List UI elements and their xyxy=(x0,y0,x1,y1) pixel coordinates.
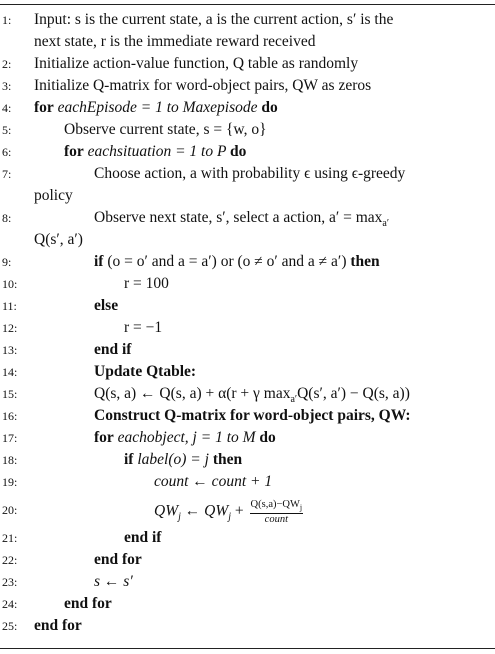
algo-line-18 xyxy=(0,449,495,471)
line-number: 3: xyxy=(2,79,12,93)
subscript: a′ xyxy=(290,394,298,406)
line-text-main: QW xyxy=(154,502,179,520)
line-number: 12: xyxy=(2,321,18,335)
keyword: then xyxy=(212,451,243,468)
line-number: 4: xyxy=(2,101,12,115)
line-number: 17: xyxy=(2,431,18,445)
fraction-denominator: count xyxy=(264,514,288,526)
line-number: 22: xyxy=(2,553,18,567)
keyword: then xyxy=(350,253,380,270)
line-number: 19: xyxy=(2,475,18,489)
algo-line-21 xyxy=(0,527,495,549)
algo-line-14 xyxy=(0,361,495,383)
line-number: 7: xyxy=(2,167,12,181)
line-number: 11: xyxy=(2,299,17,313)
line-number: 2: xyxy=(2,57,12,71)
line-text: policy xyxy=(34,187,73,204)
line-text-main: Observe next state, s′, select a action, a′ = max xyxy=(94,209,383,226)
keyword: Construct Q-matrix for word-object pairs, QW: xyxy=(94,407,411,424)
line-text: Initialize Q-matrix for word-object pairs, QW as zeros xyxy=(34,77,372,94)
algo-line-17 xyxy=(0,427,495,449)
algo-line-4 xyxy=(0,97,495,119)
bottom-rule xyxy=(0,648,495,649)
line-text: $QW_j$ ← $QW_j$ + $\frac{Q(s,a)-QW_j}{\text{count}}$ xyxy=(154,499,303,526)
algo-line-8-cont xyxy=(0,229,495,251)
keyword: end for xyxy=(94,551,142,568)
line-text-tail: Q(s′, a′) − Q(s, a)) xyxy=(297,385,410,402)
algo-line-2 xyxy=(0,53,495,75)
algo-line-10 xyxy=(0,273,495,295)
line-text-var: QW xyxy=(204,502,229,520)
line-number: 1: xyxy=(2,13,12,27)
line-text: Observe current state, s = {w, o} xyxy=(64,121,267,138)
algo-line-6 xyxy=(0,141,495,163)
algo-line-23 xyxy=(0,571,495,593)
algo-line-1 xyxy=(0,9,495,31)
keyword: end if xyxy=(94,341,132,358)
keyword: Update Qtable: xyxy=(94,363,197,380)
keyword: end for xyxy=(64,595,112,612)
algo-line-20 xyxy=(0,495,495,526)
algo-line-12 xyxy=(0,317,495,339)
line-number: 20: xyxy=(2,503,18,517)
line-text: Q(s′, a′) xyxy=(34,231,83,248)
line-number: 16: xyxy=(2,409,18,423)
keyword: for xyxy=(64,143,84,160)
line-number: 8: xyxy=(2,211,12,225)
algo-line-22 xyxy=(0,549,495,571)
line-text: Initialize action-value function, Q table as randomly xyxy=(34,55,359,72)
subscript: a′ xyxy=(382,218,390,230)
algo-line-8 xyxy=(0,207,495,229)
loop-range: eachobject, j = 1 to M xyxy=(113,429,260,446)
algo-line-11 xyxy=(0,295,495,317)
line-number: 21: xyxy=(2,531,18,545)
keyword: if xyxy=(124,451,134,468)
keyword: end if xyxy=(124,529,162,546)
subscript: j xyxy=(178,511,181,523)
line-text xyxy=(94,251,380,273)
line-number: 14: xyxy=(2,365,18,379)
line-number: 10: xyxy=(2,277,18,291)
line-text: s ← s′ xyxy=(94,573,133,590)
line-text: next state, r is the immediate reward received xyxy=(34,33,316,50)
algo-line-3 xyxy=(0,75,495,97)
line-text xyxy=(64,141,246,163)
line-number: 9: xyxy=(2,255,12,269)
line-text xyxy=(34,97,278,119)
line-number: 15: xyxy=(2,387,18,401)
algo-line-7 xyxy=(0,163,495,185)
keyword: for xyxy=(34,99,54,116)
subscript: j xyxy=(228,511,232,523)
condition: label(o) = j xyxy=(133,451,213,468)
line-number: 6: xyxy=(2,145,12,159)
keyword: if xyxy=(94,253,104,270)
loop-range: eachEpisode = 1 to Maxepisode xyxy=(53,99,262,116)
algo-line-19 xyxy=(0,471,495,493)
algo-line-1-cont xyxy=(0,31,495,53)
keyword: else xyxy=(94,297,119,314)
keyword: end for xyxy=(34,617,82,634)
algo-line-24 xyxy=(0,593,495,615)
line-number: 23: xyxy=(2,575,18,589)
algo-line-15 xyxy=(0,383,495,405)
line-number: 18: xyxy=(2,453,18,467)
line-number: 5: xyxy=(2,123,12,137)
algo-line-9 xyxy=(0,251,495,273)
keyword: for xyxy=(94,429,114,446)
algo-line-16 xyxy=(0,405,495,427)
line-number: 25: xyxy=(2,619,18,633)
line-text: r = −1 xyxy=(124,319,163,336)
keyword: do xyxy=(259,429,276,446)
algo-line-7-cont xyxy=(0,185,495,207)
line-text xyxy=(94,427,276,449)
algo-line-5 xyxy=(0,119,495,141)
line-text xyxy=(124,449,242,471)
keyword: do xyxy=(230,143,247,160)
fraction xyxy=(250,499,304,525)
line-text: Choose action, a with probability ϵ using ϵ-greedy xyxy=(94,165,406,182)
line-text-main: Q(s, a) ← Q(s, a) + α(r + γ max xyxy=(94,385,291,402)
top-rule xyxy=(0,4,495,5)
line-text: Input: s is the current state, a is the current action, s′ is the xyxy=(34,11,394,28)
line-text: count ← count + 1 xyxy=(154,473,273,490)
loop-range: eachsituation = 1 to P xyxy=(83,143,231,160)
line-text: r = 100 xyxy=(124,275,169,292)
fraction-numerator: $Q(s,a)-QW_j$ xyxy=(250,499,303,513)
condition: (o = o′ and a = a′) or (o ≠ o′ and a ≠ a′) xyxy=(103,253,351,270)
line-number: 24: xyxy=(2,597,18,611)
algo-line-25 xyxy=(0,615,495,637)
algo-line-13 xyxy=(0,339,495,361)
line-number: 13: xyxy=(2,343,18,357)
keyword: do xyxy=(261,99,278,116)
